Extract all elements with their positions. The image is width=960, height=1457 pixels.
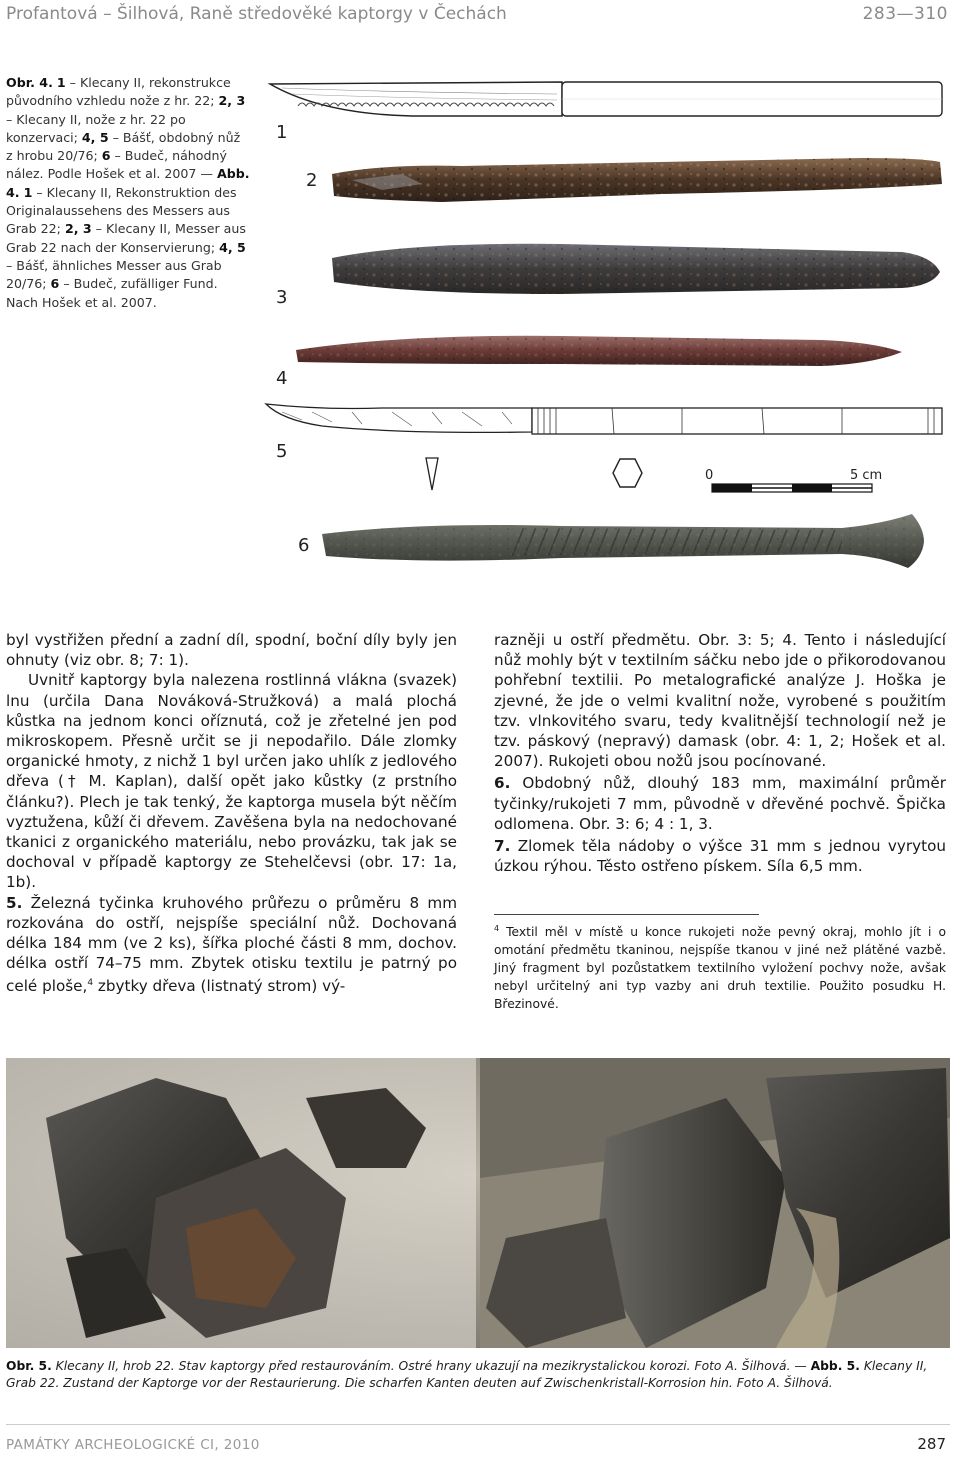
caption-text: – Klecany II, nože z hr. 22 po konzervaci;	[6, 111, 186, 145]
paragraph-item-6	[494, 773, 946, 834]
figure-label-3: 3	[276, 287, 288, 308]
caption-label-cz: Obr. 5.	[6, 1359, 52, 1373]
knife-3-photo	[332, 244, 940, 294]
cross-section-icon	[613, 459, 642, 487]
paragraph-item-7	[494, 836, 946, 876]
kaptorga-photo	[6, 1058, 950, 1348]
caption-text: – Klecany II, Rekonstruktion des Originalaussehens des Messers aus Grab 22;	[6, 184, 237, 237]
footnote-4	[494, 920, 946, 1013]
item-text: zbytky dřeva (listnatý strom) vý-	[93, 977, 346, 996]
knife-6-photo	[322, 514, 924, 568]
caption-num: 1	[23, 184, 33, 200]
figure-label-4: 4	[276, 368, 288, 389]
caption-num: 2, 3	[64, 221, 92, 237]
footer-divider	[6, 1424, 950, 1425]
caption-label-de: Abb. 5.	[810, 1359, 860, 1373]
figure-label-6: 6	[298, 535, 310, 556]
paragraph: byl vystřižen přední a zadní díl, spodní, boční díly byly jen ohnuty (viz obr. 8; 7: 1).	[6, 631, 457, 670]
text-column-right	[494, 630, 946, 876]
caption-num: 6	[50, 276, 60, 292]
caption-label-cz: Obr. 4.	[6, 75, 53, 90]
caption-num: 4, 5	[219, 239, 246, 255]
footnote-ref[interactable]: 4	[87, 978, 94, 989]
caption-text: Klecany II, Grab 22. Zustand der Kaptorge vor der Restaurierung. Die scharfen Kanten deuten auf Zwischenkristall-Korrosion hin. Foto A. Šilhová.	[6, 1359, 928, 1390]
page-range: 283—310	[862, 4, 948, 24]
caption-text: Klecany II, hrob 22. Stav kaptorgy před restaurováním. Ostré hrany ukazují na mezikrystalickou korozi. Foto A. Šilhová. —	[51, 1359, 811, 1373]
caption-text: – Budeč, náhodný nález. Podle Hošek et al. 2007 —	[6, 148, 227, 182]
footnote-text: Textil měl v místě u konce rukojeti nože pevný okraj, mohlo jít i o omotání předmětu tkaninou, nejspíše tkanou v jiné než plátěné vazbě. Jiný fragment byl pozůstatkem textilního vyložení pochvy nože, avšak nebyl určitelný ani typ vazby ani druh textilie. Použito posudku H. Březinové.	[494, 925, 946, 1012]
knife-4-photo	[296, 336, 902, 366]
figure-label-1: 1	[276, 122, 288, 143]
text-column-left	[6, 630, 457, 997]
page-number: 287	[917, 1435, 946, 1453]
caption-label-de: Abb. 4.	[6, 166, 250, 200]
caption-num: 4, 5	[81, 129, 109, 145]
figure-4-caption	[6, 74, 250, 312]
figure-4-knives	[262, 72, 952, 602]
scale-bar	[712, 484, 872, 492]
running-title: Profantová – Šilhová, Raně středověké kaptorgy v Čechách	[6, 4, 507, 24]
journal-name: PAMÁTKY ARCHEOLOGICKÉ CI, 2010	[6, 1437, 260, 1453]
footnote-divider	[494, 914, 759, 915]
caption-text: – Bášť, obdobný nůž z hrobu 20/76;	[6, 129, 241, 164]
knife-5-drawing	[266, 404, 942, 490]
caption-text: – Klecany II, Messer aus Grab 22 nach der Konservierung;	[6, 221, 246, 255]
figure-5-photo	[6, 1058, 950, 1348]
caption-text: – Budeč, zufälliger Fund. Nach Hošek et al. 2007.	[6, 276, 218, 310]
item-number: 7.	[494, 837, 511, 856]
paragraph: Uvnitř kaptorgy byla nalezena rostlinná vlákna (svazek) lnu (určila Dana Nováková-Stružková) a malá plochá kůstka na jednom konci oříznutá, což je zřetelné jen pod mikroskopem. Přesně určit se ji nepodařilo. Dále zlomky organické hmoty, z nichž 1 byl určen jako uhlík z jedlového dřeva († M. Kaplan), další opět jako kůstky (z prstního článku?). Plech je tak tenký, že kaptorga musela být něčím vyztužena, kůží či dřevem. Zavěšena byla na nedochované tkanici z organického materiálu, nebo provázku, tak jak se dochoval v případě kaptorgy ze Stehelčevsi (obr. 17: 1a, 1b).	[6, 671, 457, 892]
knives-illustration	[262, 72, 952, 602]
footnote-number: 4	[494, 924, 500, 933]
item-text: Obdobný nůž, dlouhý 183 mm, maximální průměr tyčinky/rukojeti 7 mm, původně v dřevěné pochvě. Špička odlomena. Obr. 3: 6; 4 : 1, 3.	[494, 774, 946, 833]
figure-5-caption	[6, 1358, 950, 1392]
knife-1-reconstruction	[270, 82, 942, 116]
caption-num: 2, 3	[218, 93, 246, 109]
item-text: Železná tyčinka kruhového průřezu o průměru 8 mm rozkována do ostří, nejspíše speciální nůž. Dochovaná délka 184 mm (ve 2 ks), šířka ploché části 8 mm, dochov. délka ostří 74–75 mm. Zbytek otisku textilu je patrný po celé ploše,	[6, 893, 457, 996]
item-number: 5.	[6, 893, 23, 912]
paragraph: razněji u ostří předmětu. Obr. 3: 5; 4. Tento i následující nůž mohly být v textilním sáčku nebo jde o přikorodovanou pohřební textilii. Po metalografické analýze J. Hoška je zjevné, že jde o velmi kvalitní nože, vyrobené s použitím tzv. vlnkovitého svaru, tedy kvalitnější technologií než je tzv. páskový (nepravý) damask (obr. 4: 1, 2; Hošek et al. 2007). Rukojeti obou nožů jsou pocínované.	[494, 631, 946, 771]
item-text: Zlomek těla nádoby o výšce 31 mm s jednou vyrytou úzkou rýhou. Těsto ostřeno pískem. Síla 6,5 mm.	[494, 837, 946, 876]
item-number: 6.	[494, 774, 511, 793]
caption-num: 1	[56, 75, 66, 90]
caption-num: 6	[101, 148, 111, 164]
scale-start-label: 0	[705, 468, 714, 483]
knife-2-photo	[332, 158, 942, 202]
caption-text: – Bášť, ähnliches Messer aus Grab 20/76;	[6, 257, 222, 292]
figure-label-2: 2	[306, 170, 318, 191]
caption-text: – Klecany II, rekonstrukce původního vzhledu nože z hr. 22;	[6, 75, 231, 109]
figure-label-5: 5	[276, 441, 288, 462]
scale-end-label: 5 cm	[850, 468, 883, 483]
paragraph-item-5	[6, 893, 457, 997]
